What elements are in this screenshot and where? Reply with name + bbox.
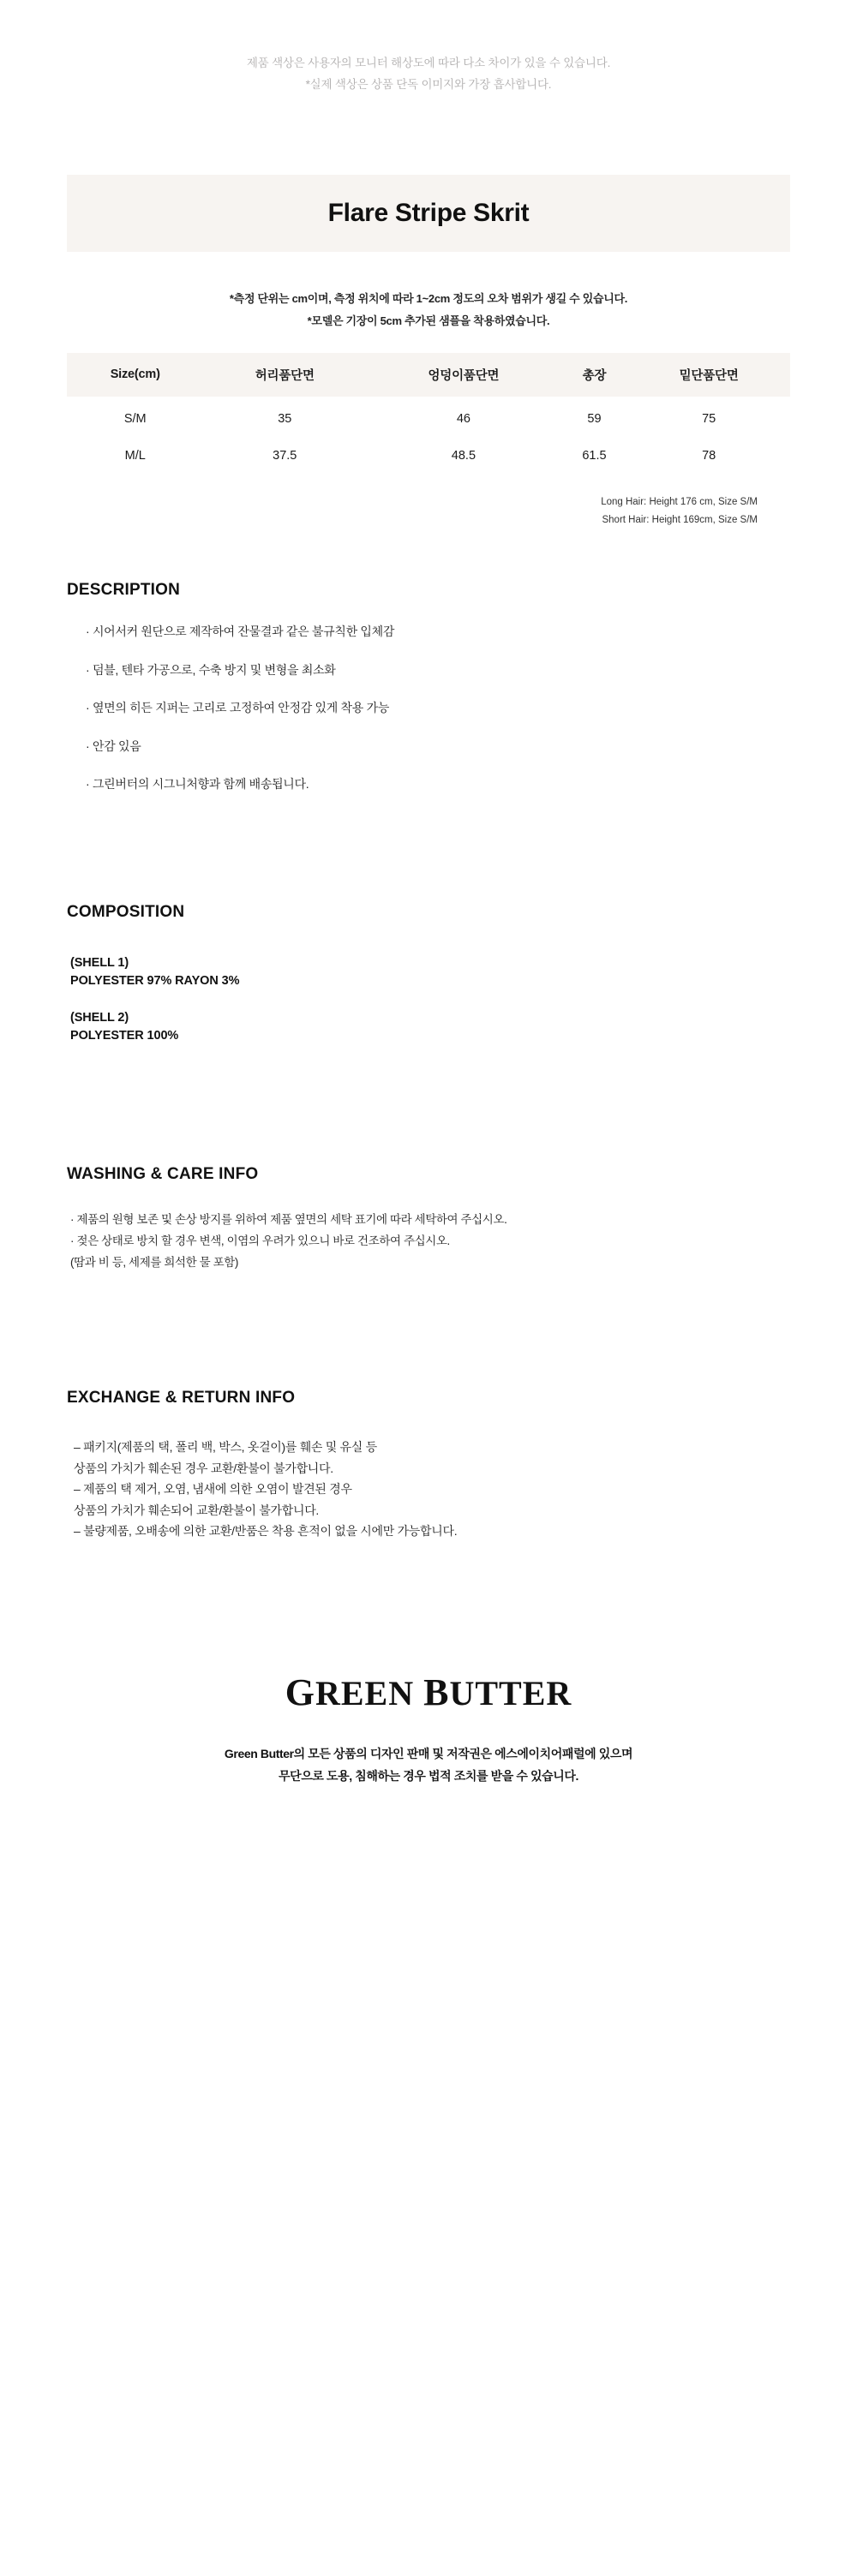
copyright-notice	[0, 1743, 857, 1788]
exchange-return-body	[67, 1437, 790, 1542]
table-cell: 75	[627, 397, 790, 438]
table-header-cell: 밑단품단면	[627, 353, 790, 397]
composition-shell-value: POLYESTER 97% RAYON 3%	[70, 974, 240, 989]
washing-care-line: (땀과 비 등, 세제를 희석한 물 포함)	[70, 1256, 238, 1270]
measurement-disclaimer-line-1: *측정 단위는 cm이며, 측정 위치에 따라 1~2cm 정도의 오차 범위가 생길 수 있습니다.	[229, 291, 628, 305]
composition-title: COMPOSITION	[67, 903, 185, 922]
table-cell: 37.5	[203, 437, 366, 474]
table-cell: S/M	[67, 397, 203, 438]
table-header-cell: 허리품단면	[203, 353, 366, 397]
composition-shell-label: (SHELL 1)	[70, 956, 129, 971]
table-row	[67, 437, 790, 474]
list-item: · 덤블, 텐타 가공으로, 수축 방지 및 변형을 최소화	[86, 662, 336, 677]
list-item: · 그린버터의 시그니처향과 함께 배송됩니다.	[86, 777, 309, 792]
table-header-cell: 엉덩이품단면	[366, 353, 561, 397]
list-item: · 안감 있음	[86, 738, 141, 753]
copyright-line-2: 무단으로 도용, 침해하는 경우 법적 조치를 받을 수 있습니다.	[279, 1768, 578, 1783]
brand-logo-g: G	[285, 1671, 315, 1713]
measurement-disclaimer-line-2: *모델은 기장이 5cm 추가된 샘플을 착용하였습니다.	[307, 314, 550, 327]
exchange-return-line: – 불량제품, 오배송에 의한 교환/반품은 착용 흔적이 없을 시에만 가능합니다.	[74, 1524, 458, 1539]
brand-logo	[0, 1671, 857, 1714]
size-chart	[67, 353, 790, 475]
exchange-return-line: – 제품의 택 제거, 오염, 냄새에 의한 오염이 발견된 경우	[74, 1482, 352, 1497]
table-cell: 48.5	[366, 437, 561, 474]
description-list	[67, 622, 790, 793]
washing-care-title: WASHING & CARE INFO	[67, 1165, 259, 1184]
exchange-return-title: EXCHANGE & RETURN INFO	[67, 1389, 296, 1408]
exchange-return-line: 상품의 가치가 훼손되어 교환/환불이 불가합니다.	[74, 1503, 320, 1517]
page-title: Flare Stripe Skrit	[327, 198, 530, 227]
brand-logo-utter: UTTER	[449, 1673, 572, 1712]
description-section	[67, 581, 790, 793]
copyright-line-1: Green Butter의 모든 상품의 디자인 판매 및 저작권은 에스에이치어패럴에 있으며	[224, 1746, 633, 1760]
footer	[0, 1671, 857, 1848]
composition-section	[67, 903, 790, 1045]
size-table	[67, 353, 790, 475]
table-cell: M/L	[67, 437, 203, 474]
washing-care-line: · 젖은 상태로 방치 할 경우 변색, 이염의 우려가 있으니 바로 건조하여 주십시오.	[70, 1234, 450, 1248]
list-item: · 옆면의 히든 지퍼는 고리로 고정하여 안정감 있게 착용 가능	[86, 701, 390, 715]
exchange-return-section	[67, 1389, 790, 1542]
description-title: DESCRIPTION	[67, 581, 181, 600]
table-cell: 59	[561, 397, 628, 438]
composition-group	[70, 1009, 790, 1045]
table-cell: 78	[627, 437, 790, 474]
table-header-cell: Size(cm)	[67, 353, 203, 397]
washing-care-section	[67, 1165, 790, 1274]
color-disclaimer-line-1: 제품 색상은 사용자의 모니터 해상도에 따라 다소 차이가 있을 수 있습니다.	[246, 57, 611, 69]
table-cell: 46	[366, 397, 561, 438]
brand-logo-reen: REEN	[315, 1673, 424, 1712]
list-item: · 시어서커 원단으로 제작하여 잔물결과 같은 불규칙한 입체감	[86, 625, 395, 639]
color-disclaimer	[0, 0, 857, 96]
composition-body	[67, 954, 790, 1045]
product-title-band	[67, 175, 790, 252]
table-cell: 35	[203, 397, 366, 438]
model-info-line-1: Long Hair: Height 176 cm, Size S/M	[601, 496, 758, 507]
washing-care-line: · 제품의 원형 보존 및 손상 방지를 위하여 제품 옆면의 세탁 표기에 따라 세탁하여 주십시오.	[70, 1213, 507, 1227]
washing-care-body	[67, 1210, 790, 1274]
table-cell: 61.5	[561, 437, 628, 474]
composition-group	[70, 954, 790, 990]
exchange-return-line: – 패키지(제품의 택, 폴리 백, 박스, 옷걸이)를 훼손 및 유실 등	[74, 1440, 377, 1455]
composition-shell-value: POLYESTER 100%	[70, 1029, 179, 1043]
color-disclaimer-line-2: *실제 색상은 상품 단독 이미지와 가장 흡사합니다.	[305, 77, 552, 91]
exchange-return-line: 상품의 가치가 훼손된 경우 교환/환불이 불가합니다.	[74, 1461, 333, 1475]
table-header-row	[67, 353, 790, 397]
composition-shell-label: (SHELL 2)	[70, 1011, 129, 1025]
brand-logo-b: B	[423, 1671, 450, 1713]
table-row	[67, 397, 790, 438]
measurement-disclaimer	[0, 288, 857, 332]
model-info	[0, 493, 790, 530]
table-header-cell: 총장	[561, 353, 628, 397]
model-info-line-2: Short Hair: Height 169cm, Size S/M	[602, 515, 758, 526]
